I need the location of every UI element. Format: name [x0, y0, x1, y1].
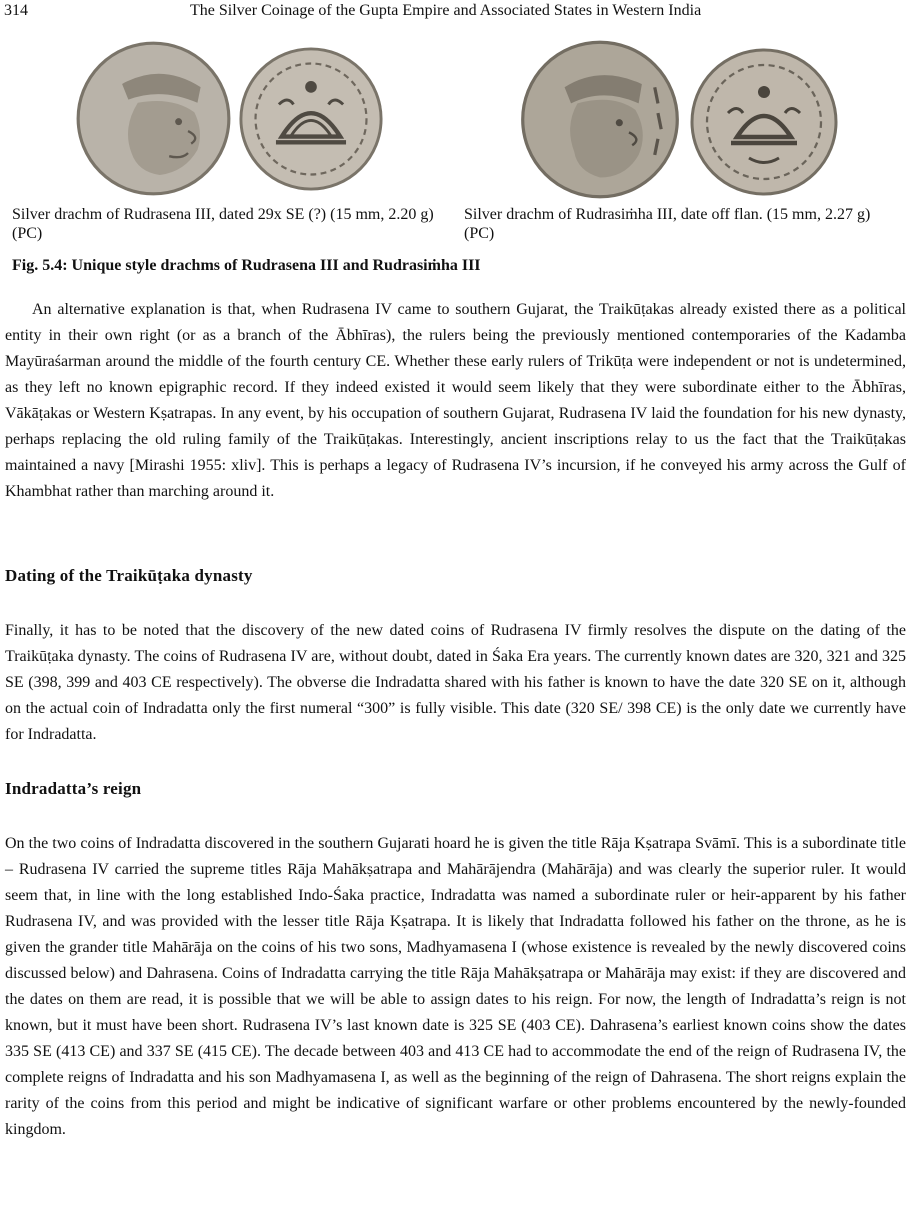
- figure-caption-left: Silver drachm of Rudrasena III, dated 29x SE (?) (15 mm, 2.20 g) (PC): [12, 206, 434, 242]
- body-paragraph: [5, 618, 906, 748]
- coin-obverse-rudrasimha-iii-icon: [517, 39, 683, 200]
- page-header: [4, 2, 905, 24]
- body-paragraph: [5, 297, 906, 505]
- page-number: 314: [4, 2, 28, 19]
- running-title: The Silver Coinage of the Gupta Empire and Associated States in Western India: [190, 2, 702, 19]
- paragraph-text: Finally, it has to be noted that the discovery of the new dated coins of Rudrasena IV firmly resolves the dispute on the dating of the Traikūṭaka dynasty. The coins of Rudrasena IV are, without doubt, dated in Śaka Era years. The currently known dates are 320, 321 and 325 SE (398, 399 and 403 CE respectively). The obverse die Indradatta shared with his father is known to have the date 320 SE on it, although on the actual coin of Indradatta only the first numeral “300” is fully visible. This date (320 SE/ 398 CE) is the only date we currently have for Indradatta.: [5, 622, 906, 743]
- section-heading: Dating of the Traikūṭaka dynasty: [5, 566, 253, 585]
- paragraph-text: On the two coins of Indradatta discovered in the southern Gujarati hoard he is given the title Rāja Kṣatrapa Svāmī. This is a subordinate title – Rudrasena IV carried the supreme titles Rāja Mahākṣatrapa and Mahārājendra (Mahārāja) and was clearly the superior ruler. It would seem that, in line with the long established Indo-Śaka practice, Indradatta was named a subordinate ruler or heir-apparent by his father Rudrasena IV, and was provided with the lesser title Rāja Kṣatrapa. It is likely that Indradatta followed his father on the throne, as he is given the grander title Mahārāja on the coins of his two sons, Madhyamasena I (whose existence is revealed by the newly discovered coins discussed below) and Dahrasena. Coins of Indradatta carrying the title Rāja Mahākṣatrapa or Mahārāja may exist: if they are discovered and the dates on them are read, it is possible that we will be able to assign dates to his reign. For now, the length of Indradatta’s reign is not known, but it must have been short. Rudrasena IV’s last known date is 325 SE (403 CE). Dahrasena’s earliest known coins show the dates 335 SE (413 CE) and 337 SE (415 CE). The decade between 403 and 413 CE had to accommodate the end of the reign of Rudrasena IV, the complete reigns of Indradatta and his son Madhyamasena I, as well as the beginning of the reign of Dahrasena. The short reigns explain the rarity of the coins from this period and might be indicative of significant warfare or other problems encountered by the newly-founded kingdom.: [5, 835, 906, 1138]
- body-paragraph: [5, 831, 906, 1143]
- section-heading: Indradatta’s reign: [5, 779, 142, 798]
- coin-obverse-rudrasena-iii-icon: [74, 40, 233, 197]
- figure-caption-right: Silver drachm of Rudrasiṁha III, date off flan. (15 mm, 2.27 g) (PC): [464, 206, 871, 242]
- paragraph-text: An alternative explanation is that, when Rudrasena IV came to southern Gujarat, the Traikūṭakas already existed there as a political entity in their own right (or as a branch of the Ābhīras), the rulers being the previously mentioned contemporaries of the Kadamba Mayūraśarman around the middle of the fourth century CE. Whether these early rulers of Trikūṭa were independent or not is undetermined, as they left no known epigraphic record. If they indeed existed it would seem likely that they were subordinate either to the Ābhīras, Vākāṭakas or Western Kṣatrapas. In any event, by his occupation of southern Gujarat, Rudrasena IV laid the foundation for his new dynasty, perhaps replacing the old ruling family of the Traikūṭakas. Interestingly, ancient inscriptions relay to us the fact that the Traikūṭakas maintained a navy [Mirashi 1955: xliv]. This is perhaps a legacy of Rudrasena IV’s incursion, if he conveyed his army across the Gulf of Khambhat rather than marching around it.: [5, 301, 906, 500]
- coin-reverse-rudrasena-iii-icon: [238, 43, 384, 195]
- figure-label: Fig. 5.4: Unique style drachms of Rudrasena III and Rudrasiṁha III: [12, 257, 481, 274]
- coin-reverse-rudrasimha-iii-icon: [689, 46, 839, 198]
